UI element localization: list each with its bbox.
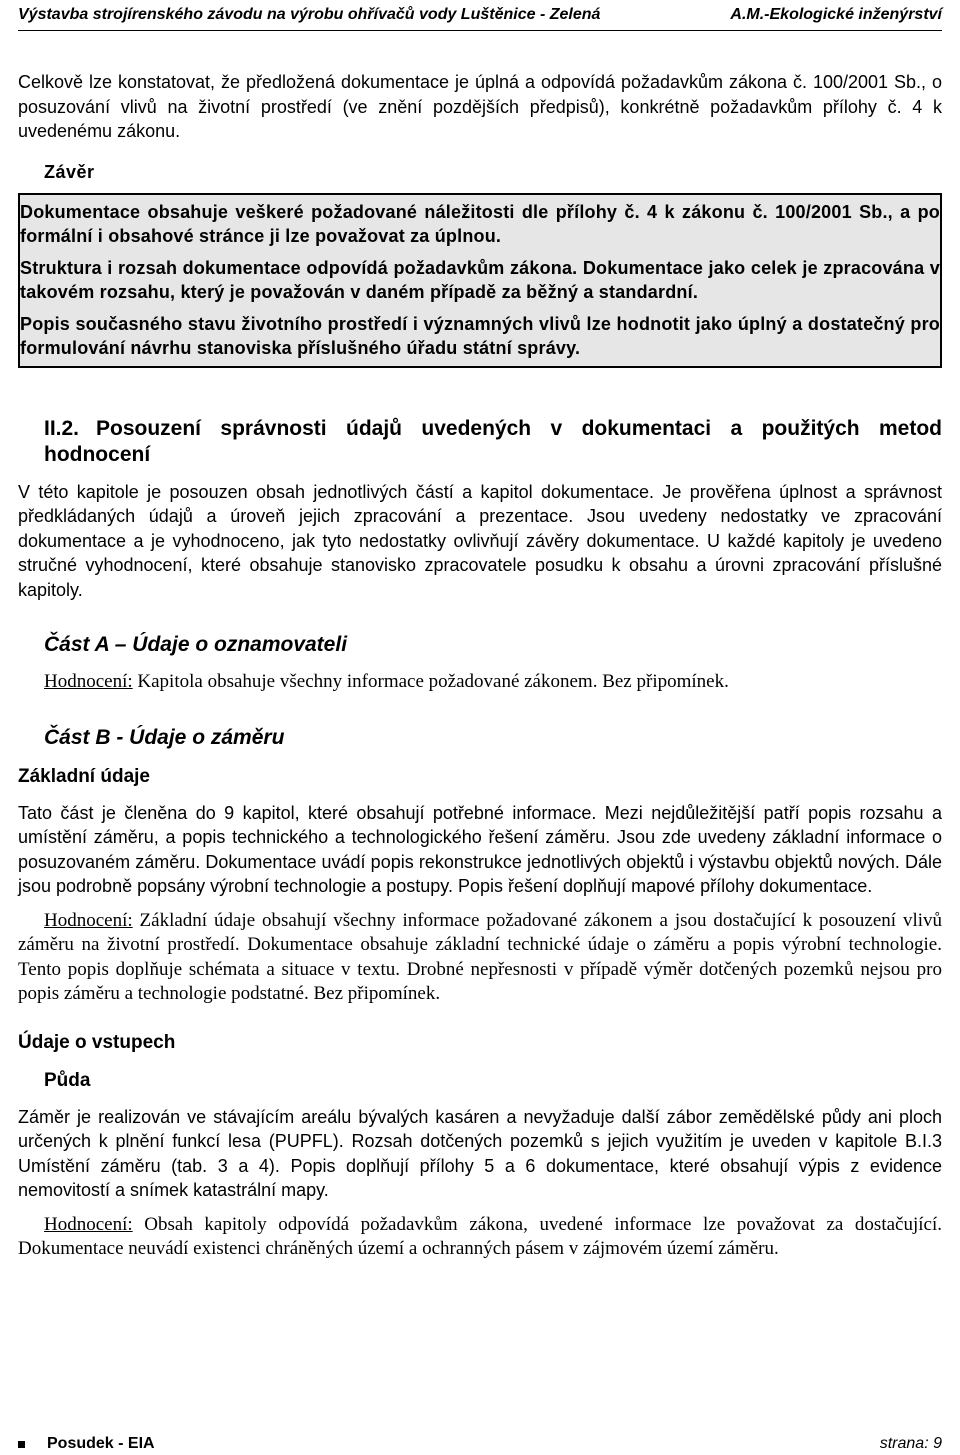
puda-evaluation [18,1213,942,1262]
vstupy-heading: Údaje o vstupech [18,1031,176,1053]
page-header [18,0,942,31]
puda-heading: Půda [44,1069,91,1091]
section-title: Posouzení správnosti údajů uvedených v dokumentaci a použitých metod hodnocení [44,416,942,466]
bullet-icon [18,1441,25,1448]
zakladni-udaje-text: Tato část je členěna do 9 kapitol, které obsahují potřebné informace. Mezi nejdůležitější patří popis rozsahu a umístění záměru, a popis technického a technologického řešení záměru. Jsou zde uvedeny základní informace o posuzovaném záměru. Dokumentace uvádí popis rekonstrukce jednotlivých objektů i výstavbu objektů nových. Dále jsou podrobně popsány výrobní technologie a postupy. Popis řešení doplňují mapové přílohy dokumentace. [18,802,942,896]
part-a-evaluation [18,670,942,695]
evaluation-text: Obsah kapitoly odpovídá požadavkům zákona, uvedené informace lze považovat za dostačující. Dokumentace neuvádí existenci chráněných území a ochranných pásem v zájmovém území záměru. [18,1213,942,1259]
zakladni-udaje-heading: Základní údaje [18,765,150,787]
evaluation-text: Kapitola obsahuje všechny informace požadované zákonem. Bez připomínek. [132,671,729,692]
evaluation-label: Hodnocení: [44,1213,133,1235]
part-a-heading: Část A – Údaje o oznamovateli [44,633,348,656]
page-content [18,50,942,1262]
section-heading [44,416,942,468]
conclusion-paragraph-1: Dokumentace obsahuje veškeré požadované náležitosti dle přílohy č. 4 k zákonu č. 100/2001 Sb., a po formální i obsahové stránce ji lze považovat za úplnou. [20,201,940,246]
footer-document-type: Posudek - EIA [47,1435,155,1452]
evaluation-label: Hodnocení: [44,909,133,931]
evaluation-text: Základní údaje obsahují všechny informace požadované zákonem a jsou dostačující k posouzení vlivů záměru na životní prostředí. Dokumentace obsahuje základní technické údaje o záměru a popis výrobní technologie. Tento popis doplňuje schémata a situace v textu. Drobné nepřesnosti v případě výměr dotčených pozemků nejsou pro popis záměru a technologie podstatné. Bez připomínek. [18,909,942,1004]
conclusion-box [18,193,942,368]
conclusion-paragraph-3: Popis současného stavu životního prostředí i významných vlivů lze hodnotit jako úplný a dostatečný pro formulování návrhu stanoviska příslušného úřadu státní správy. [20,313,940,358]
conclusion-paragraph-2: Struktura i rozsah dokumentace odpovídá požadavkům zákona. Dokumentace jako celek je zpracována v takovém rozsahu, který je považován v daném případě za běžný a standardní. [20,257,940,302]
puda-text: Záměr je realizován ve stávajícím areálu bývalých kasáren a nevyžaduje další zábor zemědělské půdy ani ploch určených k plnění funkcí lesa (PUPFL). Rozsah dotčených pozemků s jejich využitím je uveden v kapitole B.I.3 Umístění záměru (tab. 3 a 4). Popis doplňují přílohy 5 a 6 dokumentace, které obsahují výpis z evidence nemovitostí a snímek katastrální mapy. [18,1106,942,1200]
zakladni-udaje-evaluation [18,909,942,1007]
footer-page-number: strana: 9 [879,1435,942,1452]
footer-left [18,1435,155,1453]
intro-paragraph: Celkově lze konstatovat, že předložená dokumentace je úplná a odpovídá požadavkům zákona č. 100/2001 Sb., o posuzování vlivů na životní prostředí (ve znění pozdějších předpisů), konkrétně požadavkům přílohy č. 4 k uvedenému zákonu. [18,72,942,141]
zaver-heading: Závěr [44,161,95,182]
header-company: A.M.-Ekologické inženýrství [730,6,942,23]
section-intro: V této kapitole je posouzen obsah jednotlivých částí a kapitol dokumentace. Je prověřena úplnost a správnost předkládaných údajů a úroveň jejich zpracování a prezentace. Jsou uvedeny nedostatky ve zpracování dokumentace a je vyhodnoceno, jak tyto nedostatky ovlivňují závěry dokumentace. U každé kapitoly je uvedeno stručné vyhodnocení, které obsahuje stanovisko zpracovatele posudku k obsahu a úrovni zpracování příslušné kapitoly. [18,481,942,600]
section-number: II.2. [44,416,80,440]
page-footer [18,1433,942,1455]
part-b-heading: Část B - Údaje o záměru [44,725,285,749]
header-title: Výstavba strojírenského závodu na výrobu ohřívačů vody Luštěnice - Zelená [18,6,601,23]
evaluation-label: Hodnocení: [44,671,133,692]
